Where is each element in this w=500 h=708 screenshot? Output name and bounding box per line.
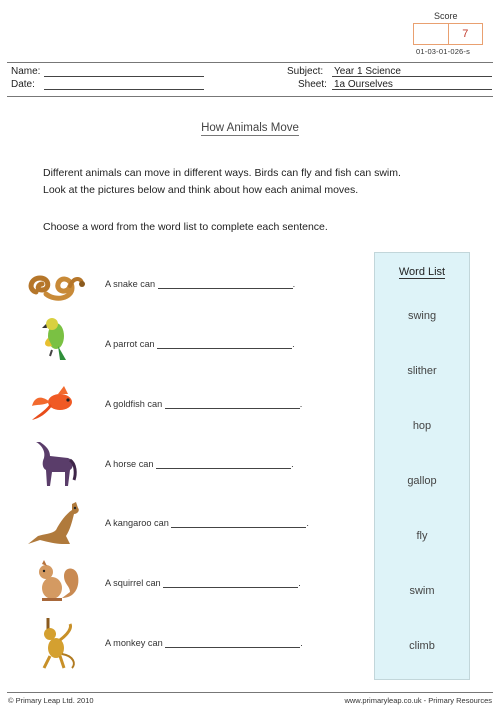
score-empty-cell xyxy=(414,24,449,44)
goldfish-icon xyxy=(30,384,80,422)
sentence-snake: A snake can . xyxy=(105,279,296,289)
word-list-item: swim xyxy=(409,585,435,597)
sentence-text: A parrot can xyxy=(105,339,155,349)
sheet-value: 1a Ourselves xyxy=(334,79,393,90)
date-field[interactable] xyxy=(44,79,204,90)
instruction: Choose a word from the word list to complete each sentence. xyxy=(43,221,328,233)
name-label: Name: xyxy=(11,66,41,77)
sentence-horse: A horse can . xyxy=(105,459,294,469)
word-list-item: fly xyxy=(416,530,428,542)
sentence-text: A squirrel can xyxy=(105,578,161,588)
word-list-item: gallop xyxy=(407,475,437,487)
sentence-kangaroo: A kangaroo can . xyxy=(105,518,309,528)
sentence-goldfish: A goldfish can . xyxy=(105,399,303,409)
header-divider-top xyxy=(7,62,493,63)
sentence-text: A horse can xyxy=(105,459,154,469)
word-list-title-text: Word List xyxy=(398,266,446,278)
intro-line-1: Different animals can move in different ways. Birds can fly and fish can swim. xyxy=(43,167,401,179)
answer-blank[interactable] xyxy=(165,398,300,409)
footer-link[interactable]: www.primaryleap.co.uk - Primary Resources xyxy=(344,696,492,705)
sentence-text: A monkey can xyxy=(105,638,163,648)
sentence-parrot: A parrot can . xyxy=(105,339,295,349)
answer-blank[interactable] xyxy=(165,637,300,648)
score-label: Score xyxy=(434,11,458,21)
sentence-text: A goldfish can xyxy=(105,399,163,409)
word-list-item: climb xyxy=(409,640,435,652)
monkey-icon xyxy=(36,616,80,670)
snake-icon xyxy=(26,264,86,304)
copyright: © Primary Leap Ltd. 2010 xyxy=(8,696,94,705)
header-divider-bottom xyxy=(7,96,493,97)
parrot-icon xyxy=(38,316,72,362)
answer-blank[interactable] xyxy=(163,577,298,588)
worksheet-title-text: How Animals Move xyxy=(201,122,299,134)
sentence-text: A kangaroo can xyxy=(105,518,169,528)
answer-blank[interactable] xyxy=(156,458,291,469)
subject-value: Year 1 Science xyxy=(334,66,401,77)
subject-label: Subject: xyxy=(287,66,324,77)
squirrel-icon xyxy=(34,558,82,604)
date-label: Date: xyxy=(11,79,35,90)
sentence-monkey: A monkey can . xyxy=(105,638,303,648)
answer-blank[interactable] xyxy=(158,278,293,289)
name-field[interactable] xyxy=(44,66,204,77)
score-value: 7 xyxy=(462,28,469,40)
word-list-title xyxy=(374,266,470,278)
worksheet-title xyxy=(0,122,500,134)
sentence-text: A snake can xyxy=(105,279,156,289)
footer-divider xyxy=(7,692,493,693)
worksheet-code: 01-03-01-026-s xyxy=(416,47,471,56)
intro-line-2: Look at the pictures below and think about how each animal moves. xyxy=(43,184,359,196)
sentence-squirrel: A squirrel can . xyxy=(105,578,301,588)
score-box xyxy=(413,23,483,45)
sheet-label: Sheet: xyxy=(298,79,327,90)
kangaroo-icon xyxy=(26,500,86,548)
horse-icon xyxy=(32,440,78,488)
answer-blank[interactable] xyxy=(157,338,292,349)
word-list-item: slither xyxy=(407,365,437,377)
word-list-item: hop xyxy=(412,420,432,432)
answer-blank[interactable] xyxy=(171,517,306,528)
word-list-item: swing xyxy=(407,310,437,322)
